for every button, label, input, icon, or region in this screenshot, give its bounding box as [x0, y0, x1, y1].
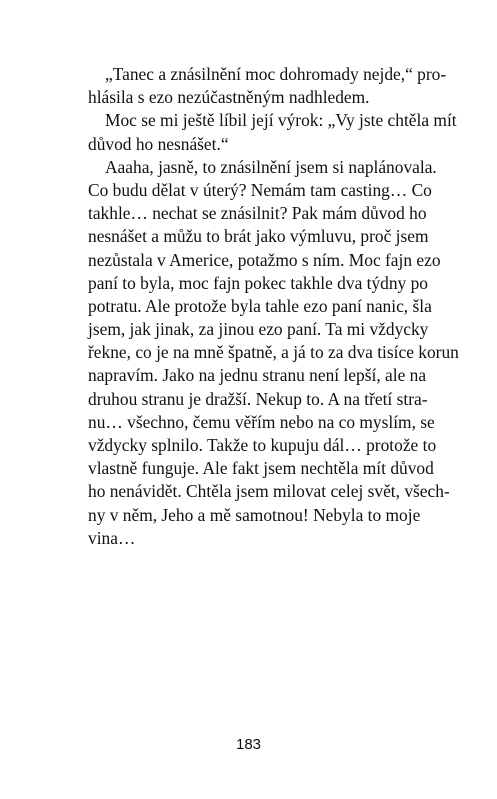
- text-line: Aaaha, jasně, to znásilnění jsem si naplánovala.: [105, 156, 437, 177]
- text-line: paní to byla, moc fajn pokec takhle dva týdny po: [88, 272, 428, 293]
- page-number: 183: [235, 736, 262, 753]
- text-line: ho nenávidět. Chtěla jsem milovat celej svět, všech-: [88, 481, 450, 502]
- text-line: napravím. Jako na jednu stranu není lepší, ale na: [88, 365, 427, 386]
- text-line: „Tanec a znásilnění moc dohromady nejde,“ pro-: [105, 64, 447, 84]
- text-line: řekne, co je na mně špatně, a já to za dva tisíce korun: [88, 342, 459, 363]
- text-line: důvod ho nesnášet.“: [88, 133, 229, 154]
- text-line: potratu. Ale protože byla tahle ezo paní nanic, šla: [88, 295, 432, 316]
- body-text: [88, 63, 459, 550]
- text-line: vždycky splnilo. Takže to kupuju dál… protože to: [88, 435, 437, 455]
- text-line: Moc se mi ještě líbil její výrok: „Vy jste chtěla mít: [105, 110, 457, 131]
- text-line: nesnášet a můžu to brát jako výmluvu, proč jsem: [88, 226, 429, 247]
- text-line: jsem, jak jinak, za jinou ezo paní. Ta mi vždycky: [88, 319, 429, 340]
- text-line: Co budu dělat v úterý? Nemám tam casting… Co: [88, 179, 432, 200]
- text-line: druhou stranu je dražší. Nekup to. A na třetí stra-: [88, 388, 428, 409]
- text-line: vlastně funguje. Ale fakt jsem nechtěla mít důvod: [88, 458, 434, 479]
- text-line: vina…: [88, 527, 136, 548]
- text-line: ny v něm, Jeho a mě samotnou! Nebyla to moje: [88, 504, 421, 525]
- text-line: nezůstala v Americe, potažmo s ním. Moc fajn ezo: [88, 249, 441, 270]
- text-line: takhle… nechat se znásilnit? Pak mám důvod ho: [88, 203, 427, 224]
- text-line: hlásila s ezo nezúčastněným nadhledem.: [88, 87, 370, 108]
- text-line: nu… všechno, čemu věřím nebo na co myslím, se: [88, 411, 435, 432]
